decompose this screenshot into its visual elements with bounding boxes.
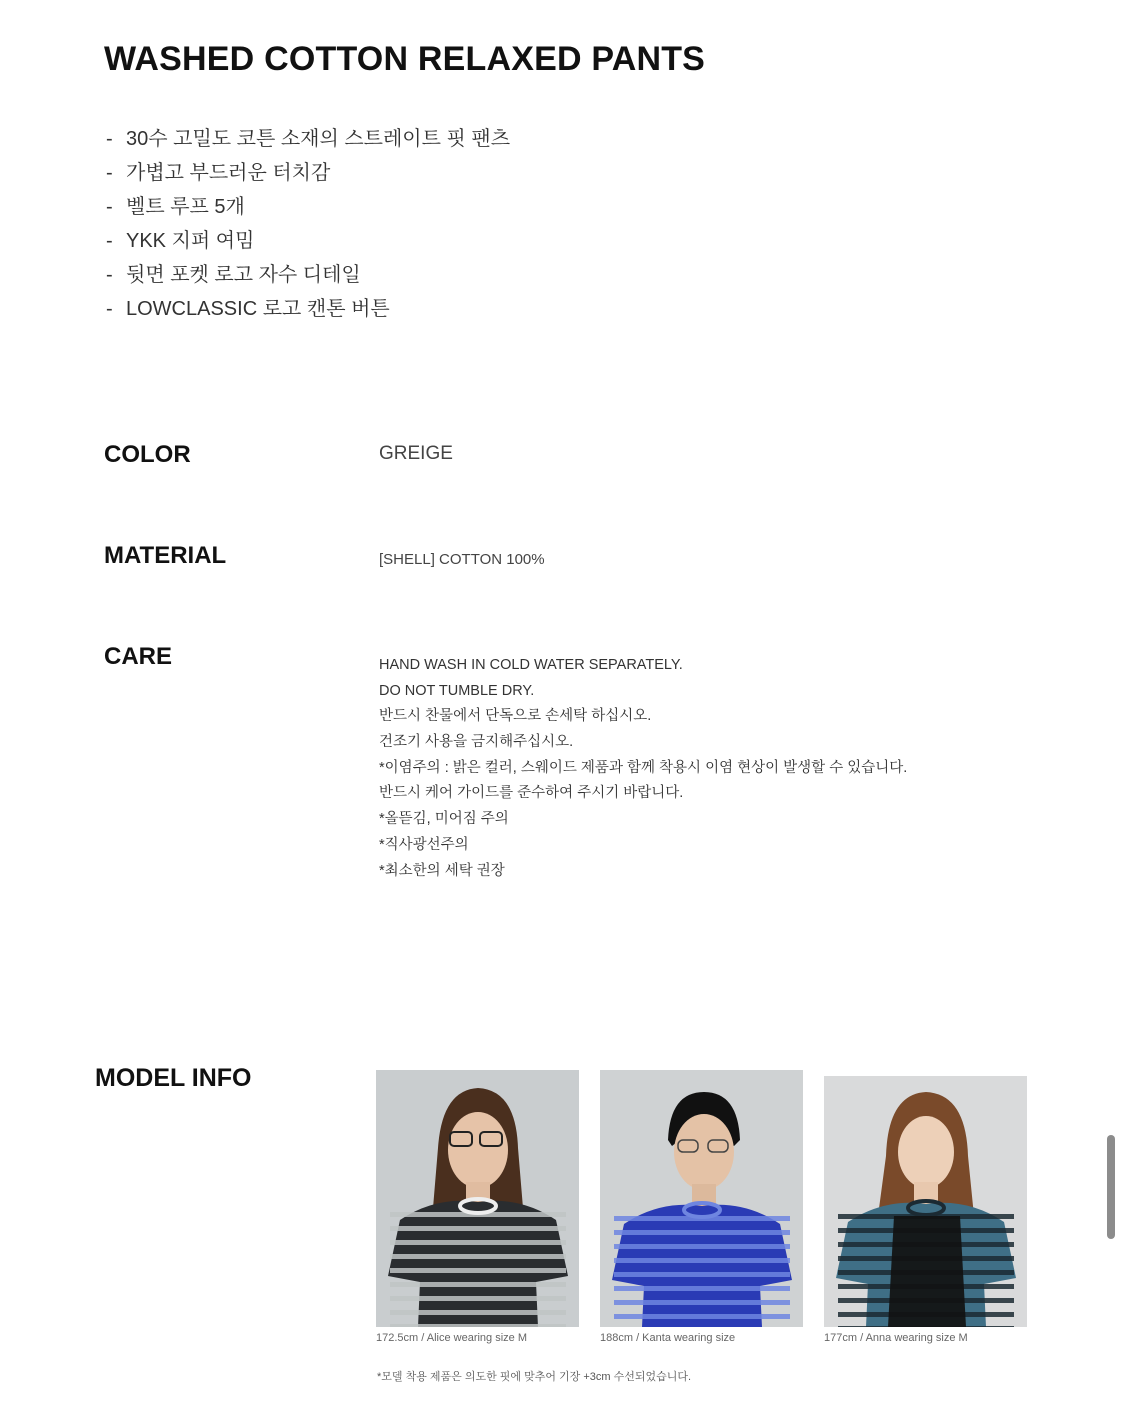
shirt-stripe [614, 1272, 790, 1277]
shirt-stripe [390, 1254, 566, 1259]
feature-text: 30수 고밀도 코튼 소재의 스트레이트 핏 팬츠 [126, 128, 511, 150]
scrollbar-thumb[interactable] [1107, 1135, 1115, 1239]
care-line: *직사광선주의 [379, 836, 469, 853]
bullet-dash: - [106, 298, 113, 320]
model-caption: 188cm / Kanta wearing size [600, 1332, 736, 1344]
shirt-stripe [390, 1240, 566, 1245]
shirt-stripe [614, 1286, 790, 1291]
care-line: *이염주의 : 밝은 컬러, 스웨이드 제품과 함께 착용시 이염 현상이 발생할 수 있습니다. [379, 759, 908, 776]
model-photo-alice[interactable] [376, 1070, 579, 1327]
feature-item [106, 224, 510, 258]
feature-text: LOWCLASSIC 로고 캔톤 버튼 [126, 298, 390, 320]
care-line: 건조기 사용을 금지해주십시오. [379, 734, 574, 751]
model-illustration [824, 1076, 1027, 1327]
material-value: [SHELL] COTTON 100% [379, 551, 545, 568]
bullet-dash: - [106, 196, 113, 218]
feature-text: YKK 지퍼 여밈 [126, 230, 255, 252]
feature-item [106, 292, 510, 326]
feature-text: 뒷면 포켓 로고 자수 디테일 [126, 264, 361, 286]
shirt-stripe [390, 1282, 566, 1287]
shirt-stripe [390, 1324, 566, 1327]
shirt-stripe [614, 1258, 790, 1263]
shirt-stripe [614, 1230, 790, 1235]
shirt-stripe [390, 1310, 566, 1315]
care-line: *올뜯김, 미어짐 주의 [379, 811, 509, 828]
care-line: 반드시 찬물에서 단독으로 손세탁 하십시오. [379, 708, 652, 725]
product-title: WASHED COTTON RELAXED PANTS [104, 40, 706, 78]
care-line: *최소한의 세탁 권장 [379, 862, 505, 879]
bullet-dash: - [106, 230, 113, 252]
shirt-stripe [614, 1300, 790, 1305]
color-label: COLOR [104, 441, 191, 468]
feature-list [106, 122, 510, 326]
material-label: MATERIAL [104, 542, 227, 569]
feature-item [106, 156, 510, 190]
bullet-dash: - [106, 128, 113, 150]
shirt-stripe [390, 1268, 566, 1273]
model-info-label: MODEL INFO [95, 1064, 252, 1092]
care-line: DO NOT TUMBLE DRY. [379, 682, 535, 699]
model-caption: 172.5cm / Alice wearing size M [376, 1332, 528, 1344]
care-label: CARE [104, 643, 173, 670]
model-photo-kanta[interactable] [600, 1070, 803, 1327]
feature-item [106, 122, 510, 156]
shirt-stripe [614, 1244, 790, 1249]
shirt-stripe [390, 1296, 566, 1301]
shirt-stripe [390, 1226, 566, 1231]
care-line: HAND WASH IN COLD WATER SEPARATELY. [379, 657, 683, 673]
color-value: GREIGE [379, 443, 453, 464]
model-caption: 177cm / Anna wearing size M [824, 1332, 968, 1344]
feature-text: 가볍고 부드러운 터치감 [126, 162, 331, 184]
feature-item [106, 258, 510, 292]
model-illustration [376, 1070, 579, 1327]
feature-text: 벨트 루프 5개 [126, 196, 245, 218]
bullet-dash: - [106, 264, 113, 286]
care-line: 반드시 케어 가이드를 준수하여 주시기 바랍니다. [379, 785, 684, 802]
care-instructions [379, 653, 907, 884]
model-note: *모델 착용 제품은 의도한 핏에 맞추어 기장 +3cm 수선되었습니다. [377, 1371, 692, 1383]
shirt-stripe [614, 1314, 790, 1319]
model-illustration [600, 1070, 803, 1327]
bullet-dash: - [106, 162, 113, 184]
model-photo-anna[interactable] [824, 1076, 1027, 1327]
feature-item [106, 190, 510, 224]
